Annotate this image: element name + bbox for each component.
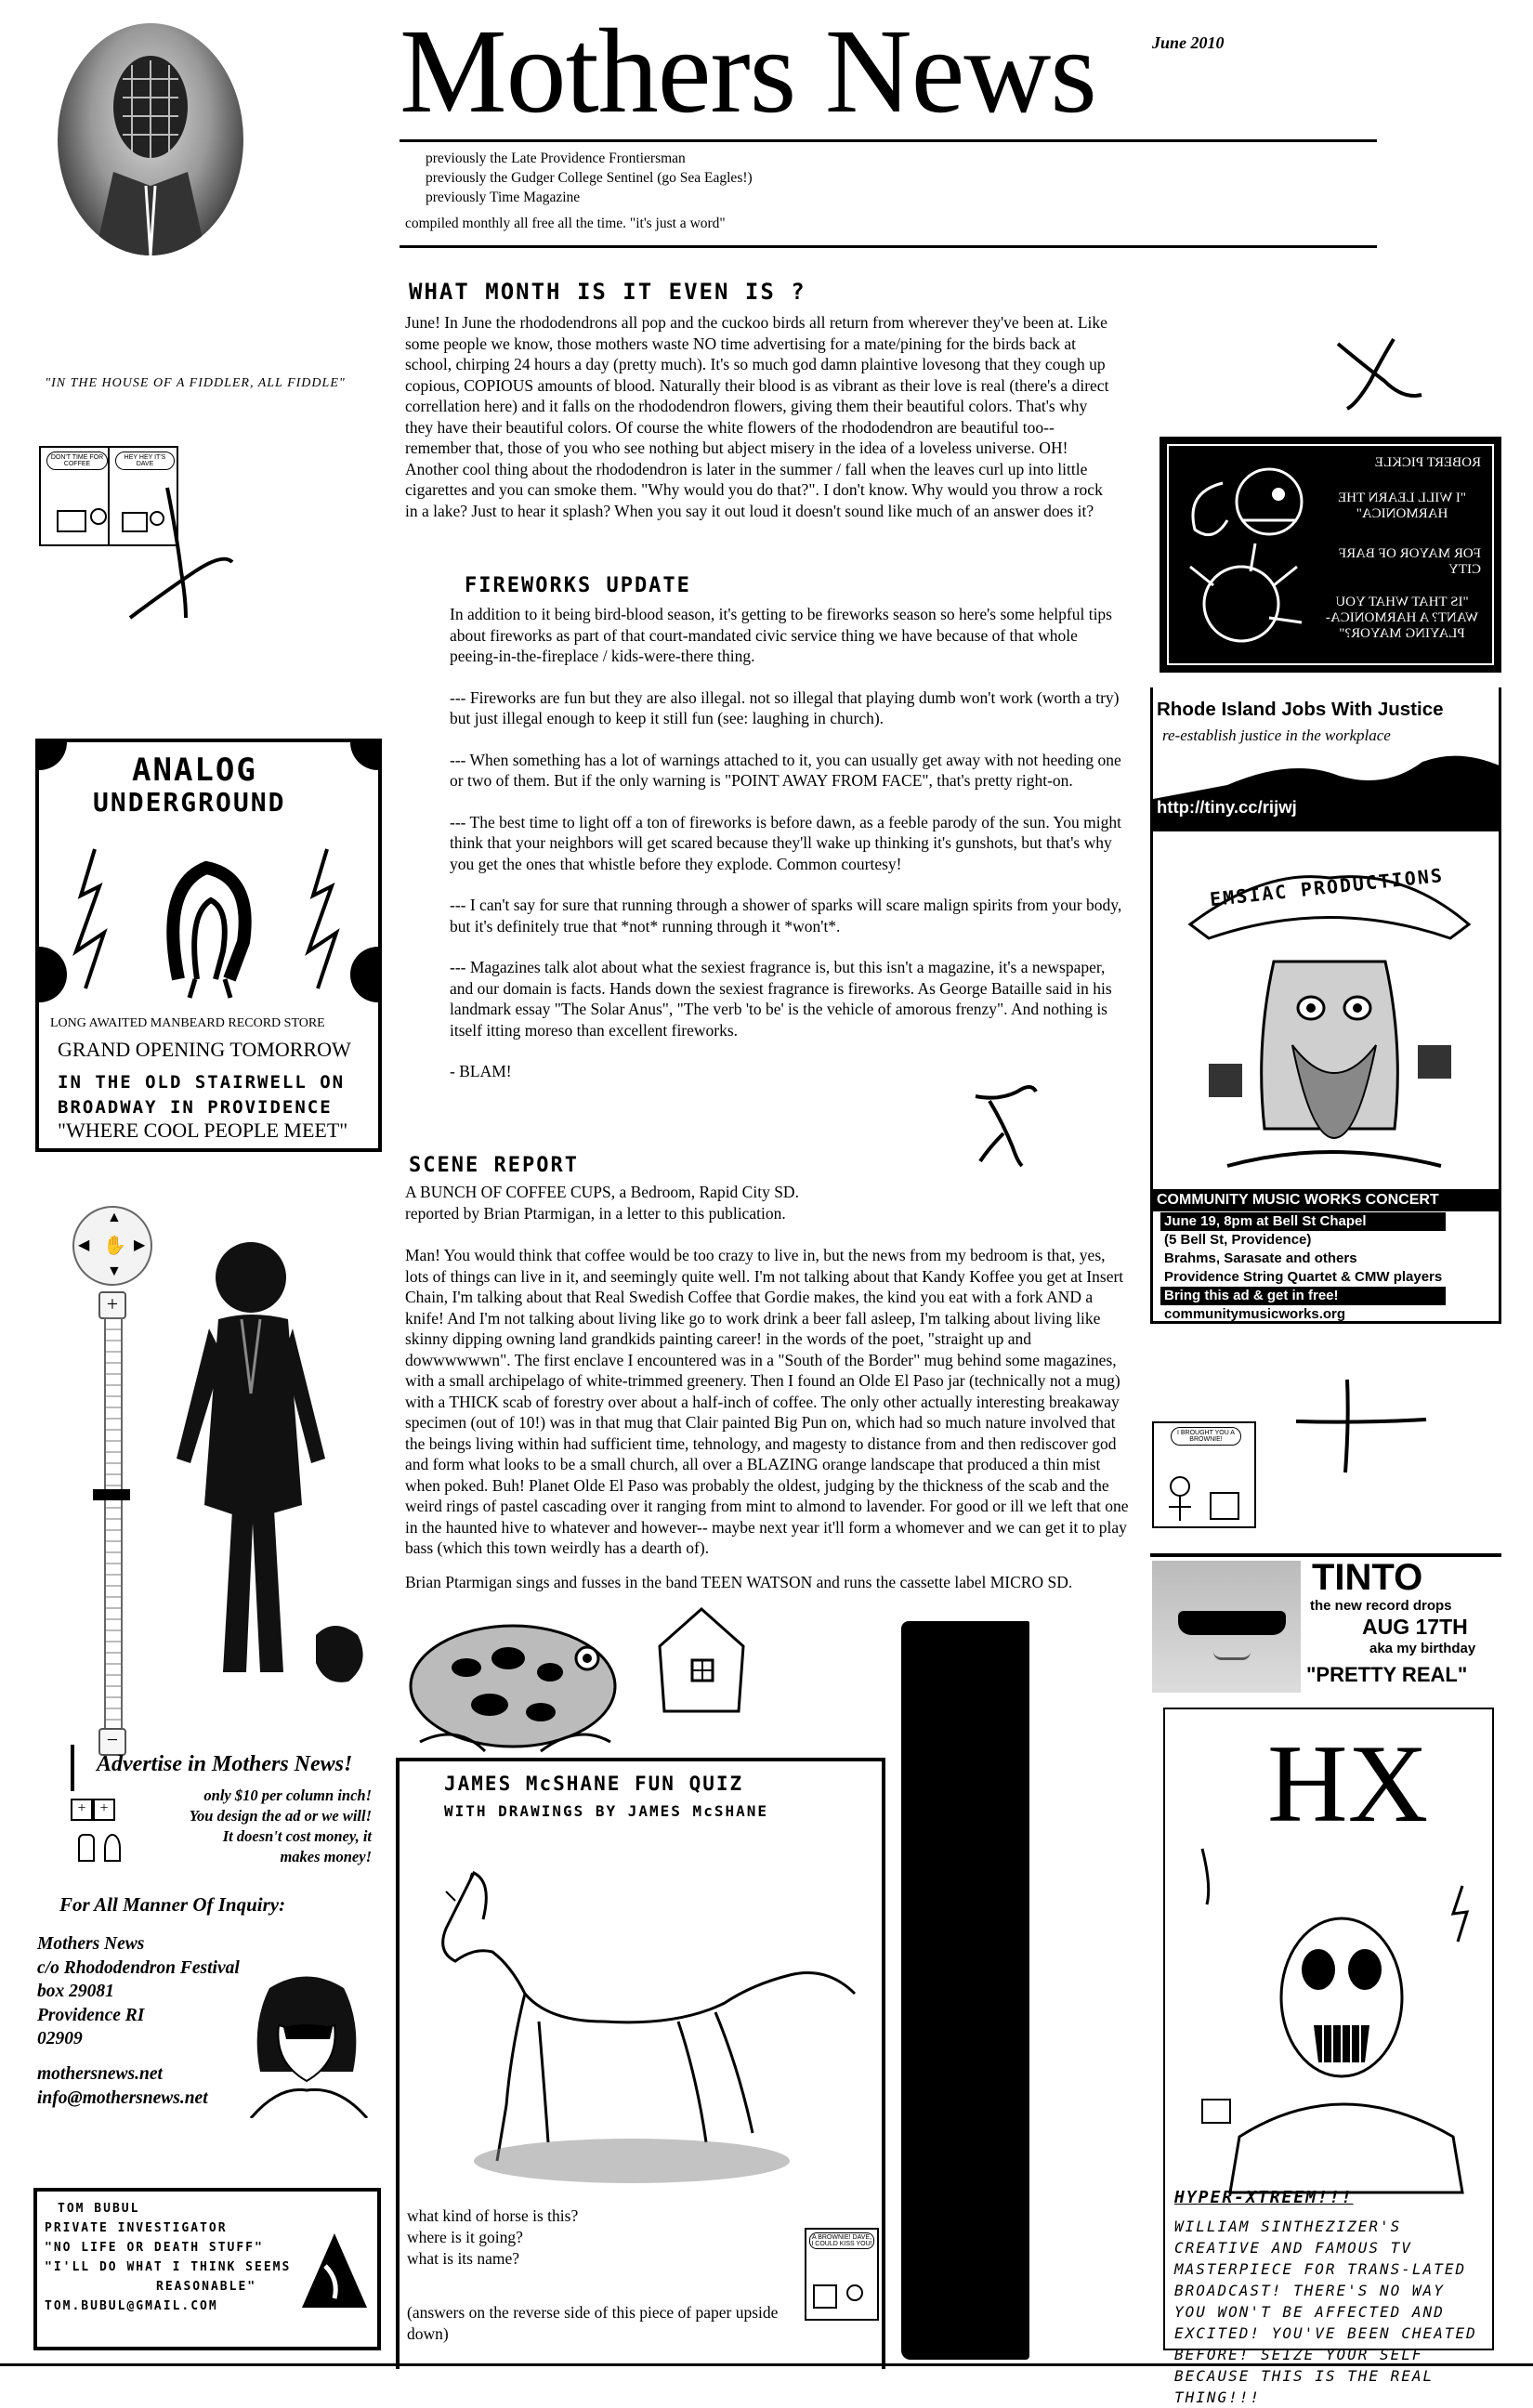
x-mark-icon: [1329, 330, 1431, 413]
pan-up-icon[interactable]: ▲: [107, 1210, 122, 1225]
horse-drawing: [418, 1864, 864, 2189]
ad-private-investigator: [33, 2188, 381, 2350]
article-month-heading: WHAT MONTH IS IT EVEN IS ?: [409, 279, 806, 305]
hx-description: WILLIAM SINTHEZIZER'S CREATIVE AND FAMOUS TV MASTERPIECE FOR TRANS-LATED BROADCAST! THERE'S NO WAY YOU WON'T BE AFFECTED AND EXCITED! YOU'VE BEEN CHEATED BEFORE! SEIZE YOUR SELF BECAUSE THIS IS THE REAL THING!!!: [1174, 2218, 1477, 2406]
article-scene-subheads: [405, 1182, 1130, 1224]
scribbled-face-illustration: [58, 23, 243, 255]
portrait-caption: "IN THE HOUSE OF A FIDDLER, ALL FIDDLE": [45, 376, 346, 390]
zoom-in-button[interactable]: +: [98, 1291, 126, 1319]
cmw-details: [1160, 1212, 1446, 1324]
ad-robert-pickle: [1160, 437, 1501, 673]
previously-list: [426, 149, 753, 207]
fireworks-paragraph: --- When something has a lot of warnings attached to it, you can usually get away with not heeding one or two of them. But if the only warning is "POINT AWAY FROM FACE", that's pretty right-on.: [450, 750, 1121, 790]
tinto-line-1: the new record drops: [1310, 1598, 1452, 1614]
phone-icon: [78, 1834, 95, 1862]
analog-line-3: IN THE OLD STAIRWELL ON: [58, 1072, 346, 1093]
address-line: c/o Rhododendron Festival: [37, 1957, 240, 1978]
quiz-note: (answers on the reverse side of this piece of paper upside down): [407, 2303, 779, 2343]
analog-title-1: ANALOG: [132, 752, 257, 789]
cmw-website[interactable]: communitymusicworks.org: [1164, 1306, 1346, 1322]
boy-illustration: [149, 1226, 381, 1709]
quiz-question: what kind of horse is this?: [407, 2206, 579, 2225]
tinto-date: AUG 17TH: [1362, 1615, 1468, 1639]
house-drawing: [650, 1600, 753, 1721]
inquiry-contacts: [37, 2062, 208, 2110]
hand-icon: ✋: [103, 1236, 126, 1256]
advertise-line: only $10 per column inch!: [203, 1786, 372, 1804]
article-scene-heading: SCENE REPORT: [409, 1154, 579, 1177]
pickle-name: ROBERT PICKLE: [1374, 455, 1481, 470]
black-strip-shape: [901, 1621, 1029, 2360]
jobs-url[interactable]: http://tiny.cc/rijwj: [1157, 797, 1297, 817]
pickle-quote-1: "I WILL LEARN THE HARMONICA": [1338, 491, 1466, 521]
x-mark-icon: [966, 1078, 1041, 1171]
jobs-tagline: re-establish justice in the workplace: [1162, 726, 1391, 744]
tinto-portrait: [1152, 1561, 1301, 1693]
analog-line-5: "WHERE COOL PEOPLE MEET": [58, 1119, 348, 1142]
tree-creature-illustration: [1172, 859, 1483, 1194]
cmw-line: Bring this ad & get in free!: [1160, 1287, 1446, 1305]
pi-text: [45, 2199, 291, 2316]
speech-bubble: A BROWNIE! DAVE, I COULD KISS YOU!: [809, 2232, 874, 2249]
article-scene-footer: Brian Ptarmigan sings and fusses in the band TEEN WATSON and runs the cassette label MICRO SD.: [405, 1573, 1073, 1591]
pi-line: "I'LL DO WHAT I THINK SEEMS: [45, 2260, 292, 2274]
pi-line: TOM BUBUL: [58, 2202, 140, 2216]
quiz-question: where is it going?: [407, 2228, 523, 2246]
cmw-line: Brahms, Sarasate and others: [1164, 1250, 1357, 1266]
cmw-line: (5 Bell St, Providence): [1164, 1232, 1312, 1248]
comic-panel-small: [1152, 1421, 1256, 1528]
advertise-heading: Advertise in Mothers News!: [97, 1752, 353, 1776]
comic-strip-small: [39, 446, 178, 546]
email-link[interactable]: info@mothersnews.net: [37, 2087, 208, 2108]
comic-characters-drawing: [1160, 1470, 1249, 1525]
fireworks-paragraph: In addition to it being bird-blood season, it's getting to be fireworks season so here's some helpful tips about fireworks as part of that court-mandated civic service thing we have because of that whole peeing-in-the-fireplace / kids-were-there thing.: [450, 605, 1112, 665]
analog-line-2: GRAND OPENING TOMORROW: [58, 1038, 351, 1061]
corner-ornament: [350, 742, 378, 770]
map-pan-control[interactable]: [72, 1206, 152, 1286]
analog-line-4: BROADWAY IN PROVIDENCE: [58, 1097, 333, 1118]
jobs-title: Rhode Island Jobs With Justice: [1157, 699, 1444, 720]
zoom-plus-icon: +: [71, 1799, 93, 1821]
zoom-plus-icon: +: [93, 1799, 115, 1821]
masthead-tagline: compiled monthly all free all the time. "it's just a word": [405, 216, 726, 231]
advertise-line: makes money!: [280, 1848, 372, 1865]
cmw-line: June 19, 8pm at Bell St Chapel: [1160, 1212, 1446, 1231]
wave-banner-shape: [1153, 743, 1501, 831]
analog-title-2: UNDERGROUND: [93, 787, 286, 818]
previously-item: previously the Gudger College Sentinel (go Sea Eagles!): [426, 170, 753, 186]
tinto-title: "PRETTY REAL": [1306, 1663, 1468, 1686]
map-control-icons: [69, 1793, 152, 1867]
previously-item: previously Time Magazine: [426, 190, 581, 205]
quiz-questions: [407, 2205, 578, 2270]
address-line: 02909: [37, 2029, 83, 2048]
speech-bubble: DON'T TIME FOR COFFEE: [46, 452, 108, 470]
corner-ornament: [39, 947, 67, 1002]
smile-shape: [1213, 1652, 1251, 1660]
ad-hx: [1163, 1708, 1494, 2406]
scene-subhead-location: A BUNCH OF COFFEE CUPS, a Bedroom, Rapid City SD.: [405, 1183, 799, 1201]
pickle-mirrored-panel: [1167, 444, 1494, 665]
masthead-title: Mothers News: [400, 5, 1096, 138]
hx-heading: HYPER-XTREEM!!!: [1174, 2188, 1354, 2207]
pickle-line-2: FOR MAYOR OF BARF CITY: [1338, 546, 1481, 577]
corner-ornament: [39, 742, 67, 770]
plus-mark-icon: [1291, 1375, 1431, 1477]
sunglasses-icon: [1178, 1611, 1286, 1635]
pi-line: PRIVATE INVESTIGATOR: [45, 2221, 228, 2235]
fireworks-paragraph: --- Magazines talk alot about what the sexiest fragrance is, but this isn't a magazine, it's a newspaper, and our domain is facts. Hands down the sexiest fragrance is fireworks. As George Bataille said in his landmark essay "The Solar Anus", "The verb 'to be' is the vehicle of amorous frenzy". And nothing is itself itting moreso than excellent fireworks.: [450, 958, 1112, 1040]
page-bottom-rule: [0, 2363, 1533, 2366]
masthead-date: June 2010: [1152, 33, 1225, 52]
pan-right-icon[interactable]: ▶: [134, 1237, 146, 1253]
masked-woman-illustration: [223, 1970, 390, 2118]
frog-illustration: [401, 1603, 634, 1760]
comic-characters-drawing: [50, 492, 171, 541]
address-line: Mothers News: [37, 1934, 145, 1954]
cmw-line: Providence String Quartet & CMW players: [1164, 1269, 1443, 1285]
pickle-creatures-drawing: [1176, 455, 1316, 655]
advertise-lines: [149, 1786, 372, 1867]
quiz-question: what is its name?: [407, 2249, 520, 2268]
tinto-name: TINTO: [1312, 1557, 1423, 1598]
quiz-comic-panel: [805, 2228, 879, 2321]
quiz-box: [396, 1758, 885, 2369]
speech-bubble: I BROUGHT YOU A BROWNIE!: [1171, 1427, 1241, 1446]
address-line: Providence RI: [37, 2005, 145, 2025]
quiz-subheading: WITH DRAWINGS BY JAMES McSHANE: [444, 1802, 768, 1820]
portrait-oval: [58, 23, 243, 255]
analog-line-1: LONG AWAITED MANBEARD RECORD STORE: [50, 1016, 325, 1030]
fireworks-paragraph: --- Fireworks are fun but they are also illegal. not so illegal that playing dumb won't work (worth a try) but just illegal enough to keep it still fun (see: laughing in church).: [450, 687, 1120, 727]
speech-bubble: HEY HEY IT'S DAVE: [115, 452, 175, 470]
pickle-quote-2: "IS THAT WHAT YOU WANT? A HARMONICA-PLAYING MAYOR?": [1325, 595, 1479, 641]
skull-robot-illustration: [1184, 1830, 1481, 2202]
pan-down-icon[interactable]: ▼: [107, 1263, 122, 1279]
hx-logo: HX: [1267, 1721, 1429, 1845]
advertise-rule: [71, 1745, 74, 1791]
zoom-out-button[interactable]: −: [98, 1728, 126, 1756]
pi-line: REASONABLE": [156, 2280, 257, 2294]
advertise-line: It doesn't cost money, it: [222, 1827, 372, 1845]
zoom-slider-handle[interactable]: [93, 1489, 130, 1500]
zoom-slider-track[interactable]: [104, 1317, 123, 1730]
ad-jobs-with-justice: [1150, 687, 1501, 831]
masthead-rule-top: [400, 139, 1377, 142]
advertise-line: You design the ad or we will!: [189, 1807, 372, 1825]
pan-left-icon[interactable]: ◀: [78, 1237, 90, 1253]
cmw-heading: COMMUNITY MUSIC WORKS CONCERT: [1153, 1189, 1499, 1211]
ad-analog-underground: [35, 739, 382, 1152]
fireworks-paragraph: --- I can't say for sure that running through a shower of sparks will scare malign spirits from your body, but it's definitely true that *not* running through it *won't*.: [450, 896, 1122, 936]
person-icon: [104, 1834, 121, 1862]
article-fireworks-body: [450, 604, 1128, 1103]
address-line: box 29081: [37, 1982, 114, 2001]
fireworks-paragraph: --- The best time to light off a ton of fireworks is before dawn, as a feeble parody of the sun. You might think that your neighbors will get scared because they'll wake up thinking it's gunshots, but that's why you get the ones that whistle before they explode. Common courtesy!: [450, 812, 1122, 873]
corner-ornament: [350, 947, 378, 1002]
ad-community-music-works: [1150, 831, 1501, 1324]
article-month-body: June! In June the rhododendrons all pop and the cuckoo birds all return from wherever they've been at. Like some people we know, those mothers waste NO time advertising for a mate/pining for the birds back at school, chirping 24 hours a day (pretty much). It's so much god damn plaintive lovesong that they cough up copious, COPIOUS amounts of blood. Naturally their blood is as vibrant as their love is real (there's a direct correllation here) and it falls on the rhododendron flowers, giving them their beautiful colors. That's why they have their beautiful colors. Of course the white flowers of the rhododendron are beautiful too-- remember that, those of you who see nothing but abject misery in the idea of a loveless universe. OH! Another cool thing about the rhododendron is later in the summer / fall when the leaves curl up into little cigarettes and you can smoke them. "Why would you do that?". I don't know. Why would you throw a rock in a lake? Just to hear it splash? When you say it out loud it doesn't sound like much of an answer does it?: [405, 313, 1109, 520]
inquiry-heading: For All Manner Of Inquiry:: [59, 1893, 286, 1916]
creature-illustration: [67, 831, 350, 1002]
inquiry-address: [37, 1932, 240, 2051]
cmw-banner: EMSIAC PRODUCTIONS: [1209, 863, 1445, 911]
fireworks-paragraph: - BLAM!: [450, 1062, 512, 1080]
pi-line: TOM.BUBUL@GMAIL.COM: [45, 2299, 218, 2313]
triangle-logo-icon: [297, 2229, 372, 2312]
masthead-rule-bottom: [400, 245, 1377, 248]
quiz-heading: JAMES McSHANE FUN QUIZ: [444, 1773, 744, 1795]
article-scene-body: Man! You would think that coffee would be too crazy to live in, but the news from my bedroom is that, yes, lots of things can live in it, and seemingly quite well. I'm not talking about that Kandy Koffee you get at Insert Chain, I'm talking about that Real Swedish Coffee that Gordie makes, the kind you eat with a fork AND a knife! And I'm not talking about living like go to work drink a beer fall asleep, I'm talking about living like skinny dipping owning land grandkids painting career! in the words of the poet, "straight up and dowwwwwwn". The first enclave I encountered was in a "South of the Border" mug behind some magazines, with a small archipelago of white-trimmed greenery. Then I found an Olde El Paso jar (technically not a mug) with a THICK scab of forestry over about a half-inch of coffee. The only other actually interesting breakaway specimen (out of 10!) was in that mug that Clair painted Big Pun on, which had so much nature involved that the beings living within had sufficient time, tehnology, and magesty to distance from and then rediscover god and form what looks to be a small church, all over a BLAZING orange landscape that produced a thin mist when poked. Buh! Planet Olde El Paso was probably the oldest, judging by the thickness of the scab and the weird rings of pastel cascading over it ranging from mint to almond to lavender. For good or ill we left that one in the haunted hive to whatever and however-- maybe next year it'll form a whomever and we can get it to play bass (which this town weirdly has a dearth of).: [405, 1246, 1129, 1557]
article-fireworks-heading: FIREWORKS UPDATE: [465, 574, 691, 597]
pi-line: "NO LIFE OR DEATH STUFF": [45, 2241, 264, 2255]
website-link[interactable]: mothersnews.net: [37, 2064, 163, 2084]
scene-subhead-byline: reported by Brian Ptarmigan, in a letter to this publication.: [405, 1203, 786, 1223]
tinto-line-2: aka my birthday: [1369, 1641, 1476, 1656]
previously-item: previously the Late Providence Frontiersman: [426, 150, 686, 166]
comic-characters-drawing: [810, 2276, 871, 2313]
